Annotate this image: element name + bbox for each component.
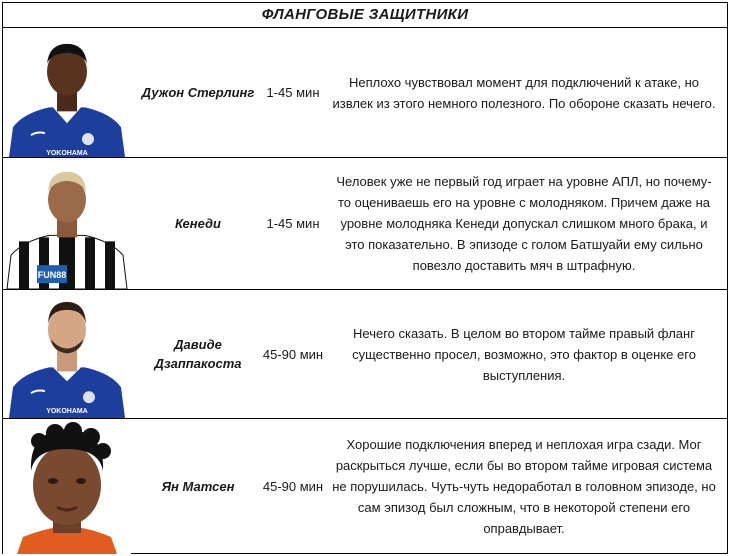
player-minutes: 45-90 мин	[262, 346, 324, 362]
player-comment: Неплохо чувствовал момент для подключений к атаке, но извлек из этого немного полезного. По обороне сказать нечего.	[332, 74, 716, 111]
player-minutes: 1-45 мин	[266, 85, 320, 100]
fullbacks-table	[2, 2, 728, 554]
player-comment: Нечего сказать. В целом во втором тайме правый фланг существенно просел, возможно, это фактор в оценке его выступления.	[352, 325, 696, 383]
sponsor-logo-text: FUN88	[37, 270, 67, 281]
sponsor-logo-text: YOKOHAMA	[46, 408, 88, 416]
player-name: Давиде Дзаппакоста	[154, 337, 242, 371]
player-row	[3, 28, 727, 158]
player-photo-image	[3, 290, 131, 418]
player-row	[3, 158, 727, 290]
player-row	[3, 290, 727, 419]
player-photo	[3, 290, 131, 418]
player-comment: Хорошие подключения вперед и неплохая игра сзади. Мог раскрыться лучше, если бы во втором тайме игровая система не порушилась. Чуть-чуть недоработал в головном эпизоде, но сам эпизод был сложным, что в некоторой степени его оправдывает.	[332, 437, 716, 536]
player-photo	[3, 158, 131, 289]
table-title: ФЛАНГОВЫЕ ЗАЩИТНИКИ	[3, 3, 727, 28]
sponsor-logo-text: YOKOHAMA	[46, 150, 88, 157]
player-minutes: 45-90 мин	[262, 479, 324, 494]
player-photo-image	[3, 158, 131, 289]
player-photo	[3, 28, 131, 157]
player-name: Дужон Стерлинг	[141, 85, 255, 100]
player-photo	[3, 419, 131, 554]
player-minutes: 1-45 мин	[266, 216, 320, 231]
player-name: Кенеди	[175, 216, 221, 231]
player-name: Ян Матсен	[161, 479, 235, 494]
player-photo-image	[3, 28, 131, 157]
player-comment: Человек уже не первый год играет на уровне АПЛ, но почему-то оцениваешь его на уровне с молодняком. Причем даже на уровне молодняка Кенеди допускал слишком много брака, и это показательно. В эпизоде с голом Батшуайи ему сильно повезло доставить мяч в штрафную.	[336, 174, 712, 273]
player-row	[3, 419, 727, 554]
player-photo-image	[3, 419, 131, 554]
